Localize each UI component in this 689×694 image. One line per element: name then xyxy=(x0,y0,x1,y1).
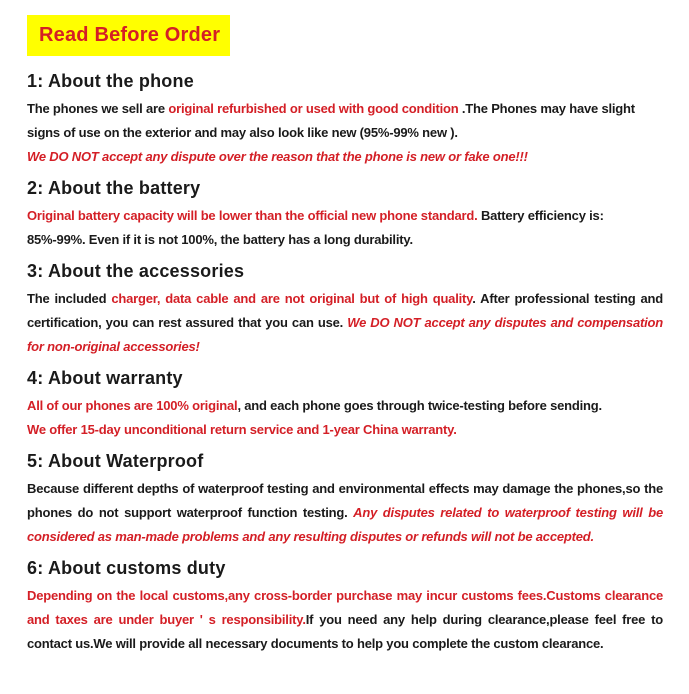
paragraph xyxy=(27,584,663,656)
page-title-text: Read Before Order xyxy=(39,24,221,46)
text-segment: The phones we sell are xyxy=(27,101,169,116)
paragraph xyxy=(27,394,663,418)
text-segment: Because different depths of waterproof testing and environmental effects may damage the phones,so the phones do not support waterproof function testing. xyxy=(27,481,663,520)
text-segment: . After professional testing and certification, you can rest assured that you can use. xyxy=(27,291,664,330)
section-heading: 1: About the phone xyxy=(27,71,194,91)
section-about-customs-duty xyxy=(27,557,663,656)
text-segment: .The Phones may have slight signs of use on the exterior and may also look like new (95%-99% new ). xyxy=(27,101,635,140)
paragraph xyxy=(27,97,663,145)
paragraph xyxy=(27,477,663,549)
text-segment: We DO NOT accept any disputes and compensation for non-original accessories! xyxy=(27,315,664,354)
section-heading: 6: About customs duty xyxy=(27,558,226,578)
section-heading: 4: About warranty xyxy=(27,368,183,388)
section-about-the-phone xyxy=(27,70,663,169)
paragraph xyxy=(27,204,663,252)
text-segment: original refurbished or used with good condition xyxy=(168,101,462,116)
section-heading: 5: About Waterproof xyxy=(27,451,204,471)
text-segment: If you need any help during clearance,please feel free to contact us.We will provide all necessary documents to help you complete the custom clearance. xyxy=(27,612,664,651)
section-about-warranty xyxy=(27,367,663,442)
text-segment: We offer 15-day unconditional return service and 1-year China warranty. xyxy=(27,422,457,437)
section-heading: 2: About the battery xyxy=(27,178,201,198)
text-segment: Battery efficiency is: 85%-99%. Even if it is not 100%, the battery has a long durability. xyxy=(27,208,604,247)
paragraph xyxy=(27,287,663,359)
section-about-the-battery xyxy=(27,177,663,252)
page-title xyxy=(27,15,230,56)
text-segment: , and each phone goes through twice-testing before sending. xyxy=(237,398,602,413)
text-segment: Original battery capacity will be lower than the official new phone standard. xyxy=(27,208,478,223)
section-about-the-accessories xyxy=(27,260,663,359)
text-segment: Depending on the local customs,any cross-border purchase may incur customs fees.Customs clearance and taxes are under buyer ' s responsibility. xyxy=(27,588,663,627)
text-segment: Any disputes related to waterproof testing will be considered as man-made problems and any resulting disputes or refunds will not be accepted. xyxy=(27,505,663,544)
text-segment: The included xyxy=(27,291,112,306)
paragraph xyxy=(27,418,663,442)
section-heading: 3: About the accessories xyxy=(27,261,245,281)
paragraph xyxy=(27,145,663,169)
section-about-waterproof xyxy=(27,450,663,549)
text-segment: We DO NOT accept any dispute over the reason that the phone is new or fake one!!! xyxy=(27,149,528,164)
text-segment: charger, data cable and are not original but of high quality xyxy=(111,291,473,306)
text-segment: All of our phones are 100% original xyxy=(27,398,238,413)
